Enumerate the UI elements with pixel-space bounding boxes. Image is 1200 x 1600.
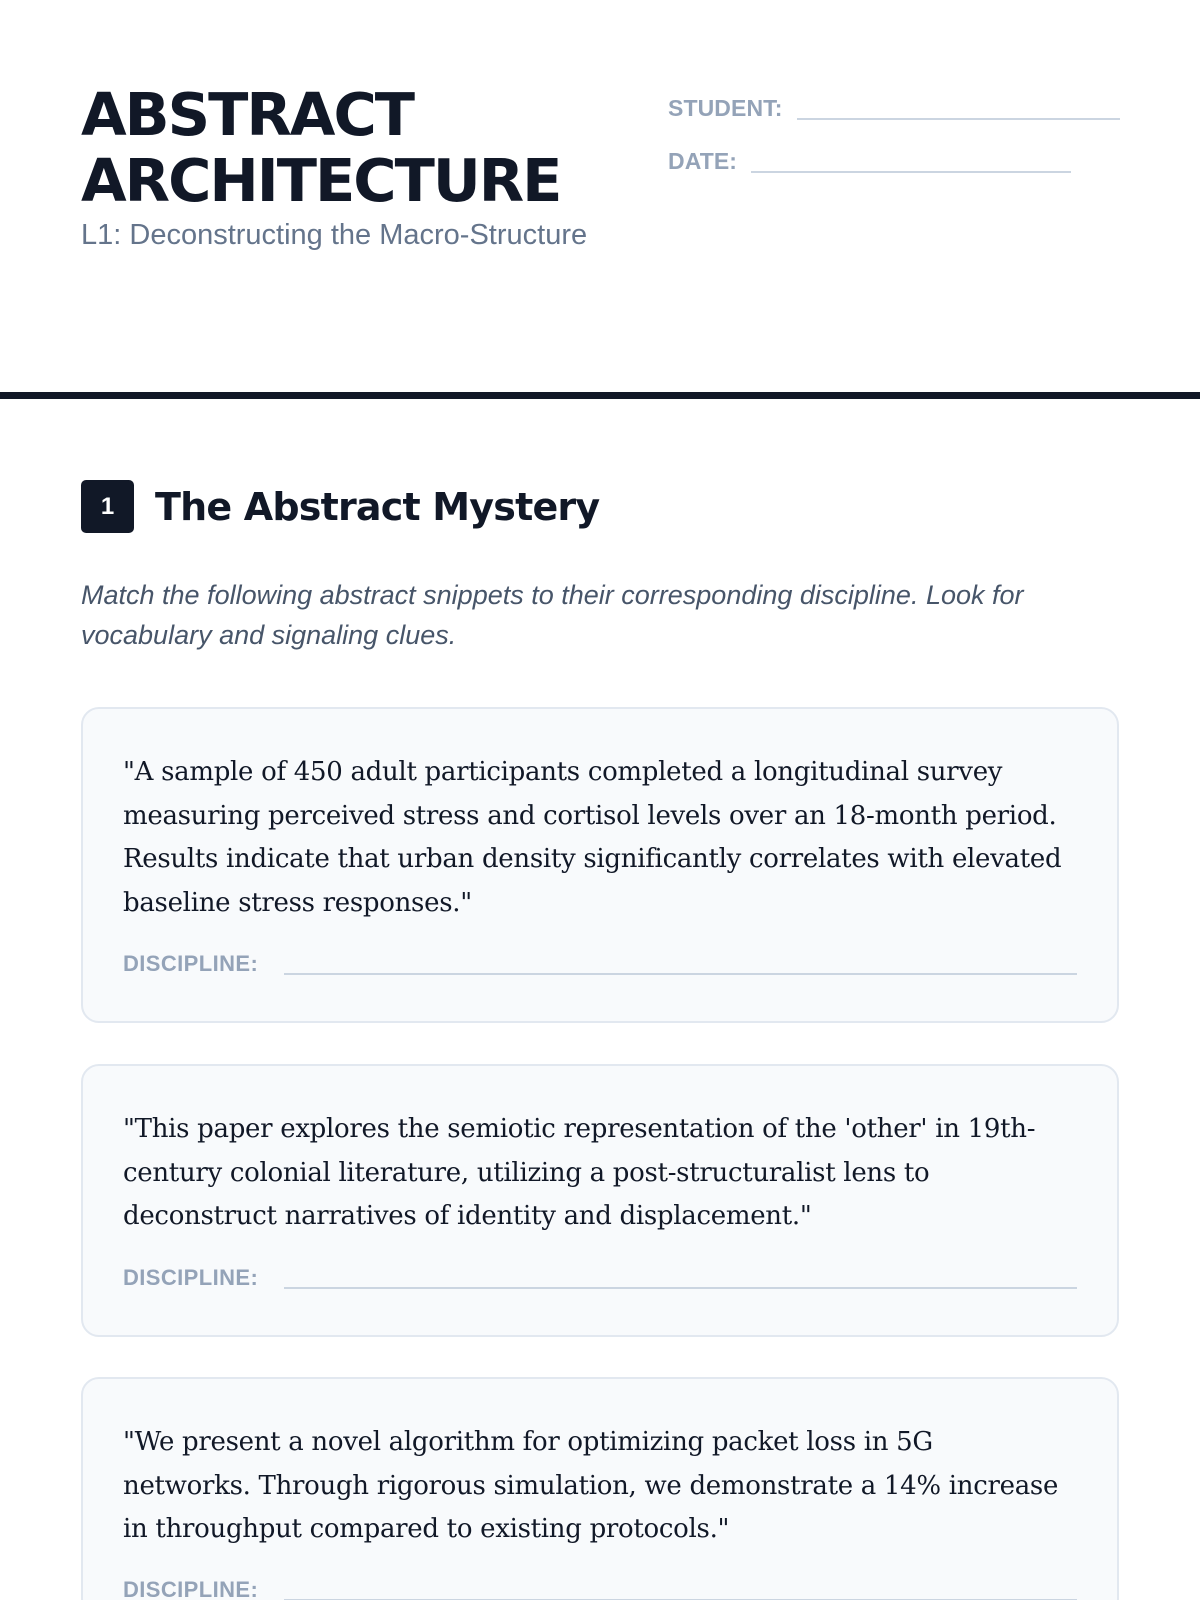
section-heading	[81, 480, 599, 533]
discipline-field[interactable]	[123, 1251, 1077, 1291]
abstract-snippet-card	[81, 1064, 1119, 1337]
abstract-snippet-card	[81, 707, 1119, 1023]
discipline-write-line[interactable]	[284, 1287, 1077, 1289]
discipline-field[interactable]	[123, 937, 1077, 977]
student-label: STUDENT:	[668, 95, 783, 121]
student-write-line[interactable]	[797, 118, 1120, 120]
discipline-write-line[interactable]	[284, 973, 1077, 975]
worksheet-title	[81, 82, 641, 214]
abstract-snippet-text: "This paper explores the semiotic representation of the 'other' in 19th-century colonial literature, utilizing a post-structuralist lens to deconstruct narratives of identity and displacement."	[123, 1114, 1036, 1231]
section-title: The Abstract Mystery	[155, 484, 600, 529]
discipline-label: DISCIPLINE:	[123, 1577, 259, 1600]
date-field[interactable]	[668, 135, 1071, 175]
discipline-field[interactable]	[123, 1563, 1077, 1600]
title-line-2: ARCHITECTURE	[81, 146, 561, 215]
section-instructions: Match the following abstract snippets to their corresponding discipline. Look for vocabulary and signaling clues.	[81, 580, 1024, 650]
date-label: DATE:	[668, 148, 738, 174]
discipline-label: DISCIPLINE:	[123, 1265, 259, 1290]
discipline-label: DISCIPLINE:	[123, 951, 259, 976]
abstract-snippet-text: "We present a novel algorithm for optimizing packet loss in 5G networks. Through rigorous simulation, we demonstrate a 14% increase in throughput compared to existing protocols."	[123, 1427, 1059, 1544]
worksheet-subtitle: L1: Deconstructing the Macro-Structure	[81, 219, 588, 251]
abstract-snippet-text: "A sample of 450 adult participants completed a longitudinal survey measuring perceived stress and cortisol levels over an 18-month period. Results indicate that urban density significantly correlates with elevated baseline stress responses."	[123, 757, 1062, 918]
section-number-badge: 1	[81, 480, 134, 533]
worksheet-header	[81, 82, 1121, 372]
date-write-line[interactable]	[751, 171, 1071, 173]
abstract-snippet-card	[81, 1377, 1119, 1600]
student-field[interactable]	[668, 82, 1120, 122]
student-info	[668, 82, 1128, 202]
header-divider	[0, 392, 1200, 399]
title-line-1: ABSTRACT	[81, 80, 414, 149]
